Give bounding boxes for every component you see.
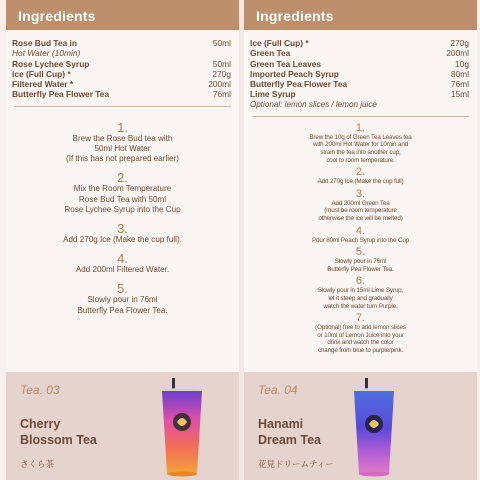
ingredient-name: Butterfly Pea Flower Tea xyxy=(12,89,110,100)
tea-name: Cherry Blossom Tea xyxy=(20,417,97,447)
ingredient-qty: 50ml xyxy=(212,38,231,48)
ingredient-qty: 50ml xyxy=(212,58,231,69)
ingredient-row xyxy=(250,59,469,69)
ingredients-list xyxy=(6,30,239,100)
step xyxy=(6,282,239,315)
step-number: 3. xyxy=(355,187,366,200)
step-number: 7. xyxy=(355,312,366,325)
ingredient-row xyxy=(250,79,469,89)
ingredient-name: Butterfly Pea Flower Tea xyxy=(250,79,348,90)
ingredient-name: Ice (Full Cup) * xyxy=(12,68,71,79)
ingredient-name: Ice (Full Cup) * xyxy=(250,38,309,48)
ingredient-row xyxy=(250,38,469,48)
tea-japanese-name: さくら茶 xyxy=(20,459,55,469)
step-text: Brew the 10g of Green Tea Leaves tea with 200ml Hot Water for 10min and strain the tea into another cup, cool to room temperature. xyxy=(309,133,412,164)
ingredient-name: Green Tea Leaves xyxy=(250,58,322,69)
step-text: (Optional) free to add lemon slices or 10ml of Lemon Juice into your drink and watch the color change from blue to purple/pink. xyxy=(315,324,406,354)
step xyxy=(244,167,477,186)
steps-list xyxy=(6,107,239,316)
ingredient-name: Rose Bud Tea in xyxy=(12,38,77,48)
recipe-column-hanami-dream xyxy=(244,0,477,480)
step-number: 1. xyxy=(117,119,128,135)
tea-name: Hanami Dream Tea xyxy=(258,417,321,447)
ingredient-row xyxy=(12,38,231,59)
tea-number: Tea. 03 xyxy=(20,383,60,397)
step-number: 1. xyxy=(355,121,366,134)
hanami-dream-tea-cup-icon xyxy=(348,378,400,478)
ingredient-name: Rose Lychee Syrup xyxy=(12,58,90,69)
step-text: Add 270g Ice (Make the cup full). xyxy=(63,235,182,244)
ingredient-row xyxy=(250,48,469,58)
tea-japanese-name: 花見ドリームティー xyxy=(258,459,334,469)
step-text: Brew the Rose Bud tea with 50ml Hot Water (If this has not prepared earlier) xyxy=(66,133,179,164)
step xyxy=(6,171,239,215)
step xyxy=(6,252,239,275)
ingredients-list xyxy=(244,30,477,110)
steps-list xyxy=(244,117,477,355)
step-number: 5. xyxy=(117,281,128,297)
step-number: 4. xyxy=(117,251,128,267)
ingredient-name: Green Tea xyxy=(250,48,291,59)
step-text: Mix the Room Temperature Rose Bud Tea with 50ml Rose Lychee Syrup into the Cup xyxy=(64,184,181,214)
ingredient-qty: 200ml xyxy=(208,79,231,90)
ingredient-name: Imported Peach Syrup xyxy=(250,68,339,79)
step xyxy=(6,121,239,165)
optional-note: Optional: lemon slices / lemon juice xyxy=(250,99,377,109)
step xyxy=(6,222,239,245)
step-text: Add 200ml Filtered Water. xyxy=(75,265,170,275)
step xyxy=(244,226,477,245)
step-text: Slowly pour in 76ml Butterfly Pea Flower Tea. xyxy=(77,295,168,315)
step-text: Slowly pour in 15ml Lime Syrup, let it steep and gradually watch the water turn Purple. xyxy=(317,287,404,310)
step-text: Slowly pour in 76ml Butterfly Pea Flower Tea. xyxy=(327,258,394,273)
step xyxy=(244,247,477,273)
ingredient-qty: 270g xyxy=(212,68,231,79)
ingredient-qty: 76ml xyxy=(450,79,469,90)
tea-card-hanami-dream xyxy=(244,372,477,480)
ingredients-header: Ingredients xyxy=(6,0,239,30)
step xyxy=(244,189,477,223)
ingredient-name: Filtered Water * xyxy=(12,79,74,90)
tea-card-cherry-blossom xyxy=(6,372,239,480)
ingredient-qty: 76ml xyxy=(212,89,231,100)
tea-number: Tea. 04 xyxy=(258,383,298,397)
step-number: 5. xyxy=(355,246,366,259)
step-text: Add 270g Ice (Make the cup full) xyxy=(317,178,404,186)
ingredient-row xyxy=(12,89,231,99)
ingredient-row xyxy=(12,69,231,79)
step-text: Pour 80ml Peach Syrup into the Cup xyxy=(311,236,410,244)
step-number: 4. xyxy=(355,224,366,237)
ingredient-row xyxy=(12,79,231,89)
step-number: 3. xyxy=(117,221,128,236)
step-text: Add 200ml Green Tea (must be room temperature otherwise the ice will be melted) xyxy=(318,199,403,222)
ingredient-row xyxy=(12,59,231,69)
cherry-blossom-tea-cup-icon xyxy=(156,378,208,478)
ingredient-note: Hot Water (10min) xyxy=(12,48,81,59)
ingredient-qty: 270g xyxy=(450,38,469,48)
ingredient-qty: 200ml xyxy=(446,48,469,59)
step-number: 2. xyxy=(355,166,366,179)
ingredients-header: Ingredients xyxy=(244,0,477,30)
ingredient-row xyxy=(250,69,469,79)
step-number: 2. xyxy=(117,170,128,186)
ingredient-name: Lime Syrup xyxy=(250,89,296,100)
step-number: 6. xyxy=(355,275,366,288)
step xyxy=(244,276,477,310)
step xyxy=(244,123,477,164)
ingredient-row xyxy=(250,89,469,99)
ingredient-qty: 80ml xyxy=(450,68,469,79)
step xyxy=(244,313,477,354)
ingredient-qty: 15ml xyxy=(450,89,469,100)
recipe-column-cherry-blossom xyxy=(6,0,239,480)
ingredient-qty: 10g xyxy=(455,58,469,69)
